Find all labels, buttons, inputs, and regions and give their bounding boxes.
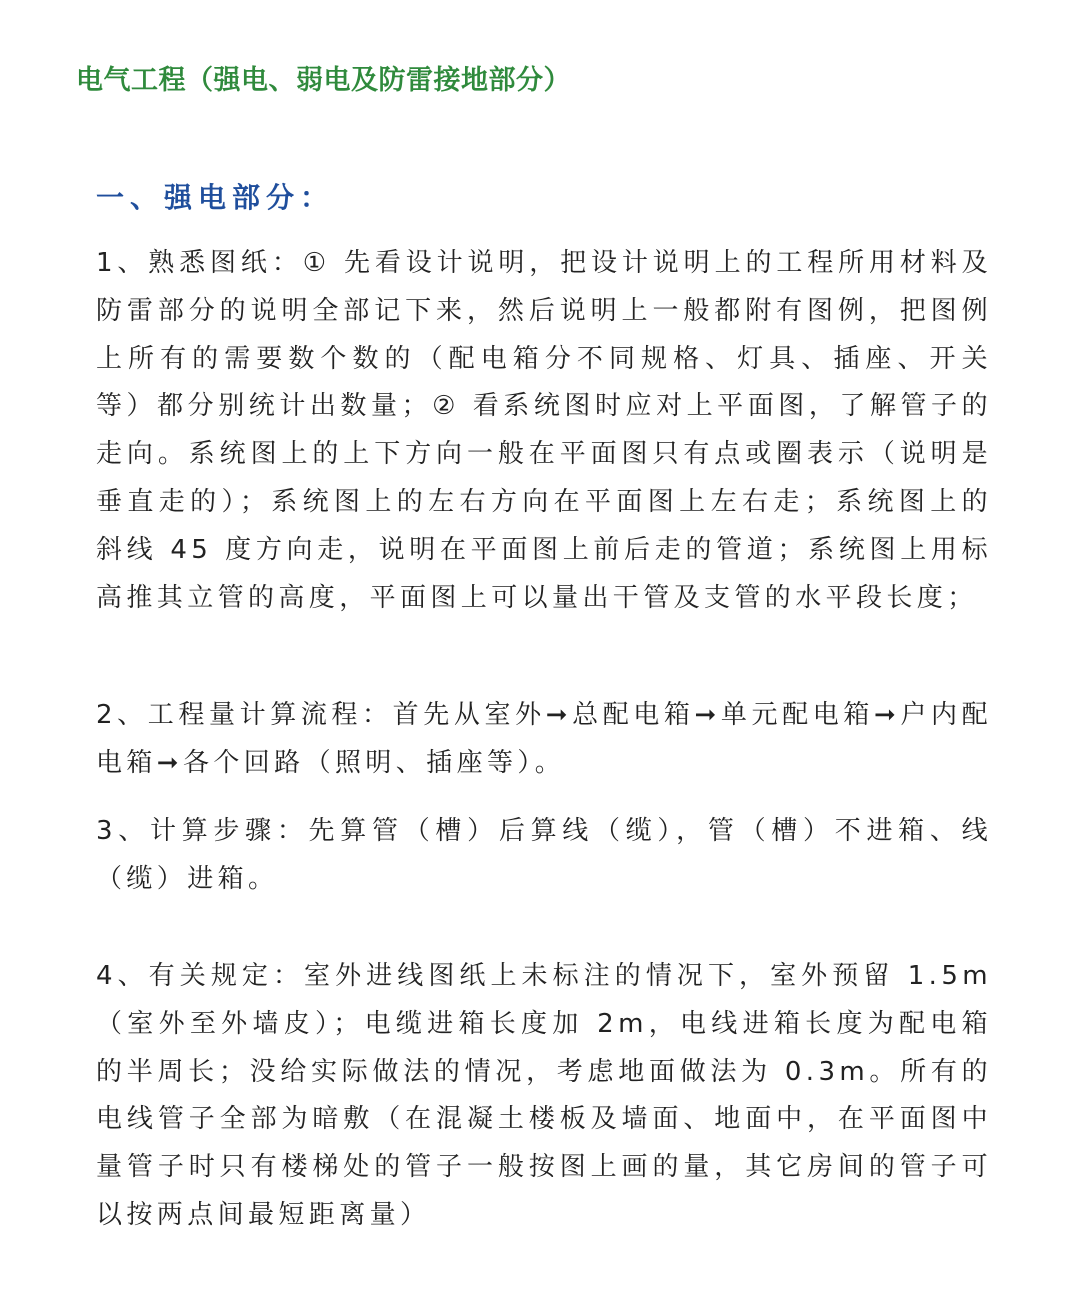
paragraph-calculation-steps: 3、计算步骤：先算管（槽）后算线（缆），管（槽）不进箱、线（缆）进箱。 [96, 816, 992, 894]
document-title: 电气工程（强电、弱电及防雷接地部分） [76, 65, 571, 96]
paragraph-calculation-flow: 2、工程量计算流程：首先从室外➞总配电箱➞单元配电箱➞户内配电箱➞各个回路（照明、插座等）。 [96, 700, 992, 778]
paragraph-read-drawings: 1、熟悉图纸：① 先看设计说明，把设计说明上的工程所用材料及防雷部分的说明全部记下来，然后说明上一般都附有图例，把图例上所有的需要数个数的（配电箱分不同规格、灯具、插座、开关等）都分别统计出数量；② 看系统图时应对上平面图，了解管子的走向。系统图上的上下方向一般在平面图只有点或圈表示（说明是垂直走的）；系统图上的左右方向在平面图上左右走；系统图上的斜线 45 度方向走，说明在平面图上前后走的管道；系统图上用标高推其立管的高度，平面图上可以量出干管及支管的水平段长度； [96, 248, 992, 613]
section-heading: 一、强电部分： [96, 181, 335, 214]
paragraph-regulations: 4、有关规定：室外进线图纸上未标注的情况下，室外预留 1.5m（室外至外墙皮）；电缆进箱长度加 2m，电线进箱长度为配电箱的半周长；没给实际做法的情况，考虑地面做法为 0.3m。所有的电线管子全部为暗敷（在混凝土楼板及墙面、地面中，在平面图中量管子时只有楼梯处的管子一般按图上画的量，其它房间的管子可以按两点间最短距离量） [96, 961, 992, 1230]
